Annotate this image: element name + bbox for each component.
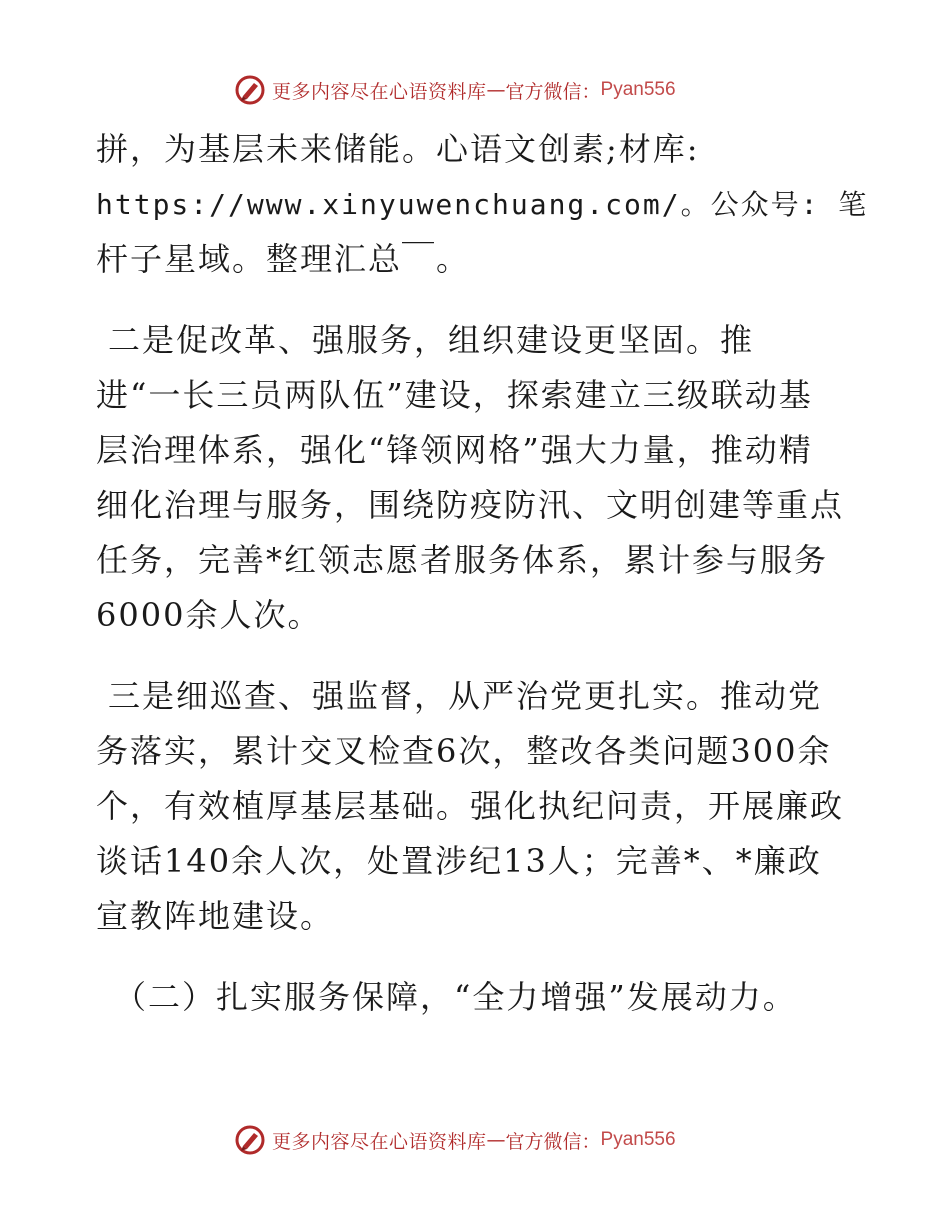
section-heading: （二）扎实服务保障，“全力增强”发展动力。 bbox=[114, 978, 797, 1016]
text-line: 进“一长三员两队伍”建设，探索建立三级联动基 bbox=[96, 376, 813, 414]
banner-dash: — bbox=[486, 1129, 506, 1151]
text-line: 任务，完善*红领志愿者服务体系，累计参与服务 bbox=[96, 541, 829, 579]
text-line: 细化治理与服务，围绕防疫防汛、文明创建等重点 bbox=[96, 486, 845, 524]
banner-wechat-id: Pyan556 bbox=[600, 1129, 676, 1150]
document-body bbox=[96, 122, 869, 1025]
banner-wechat-id: Pyan556 bbox=[600, 79, 676, 100]
banner-inner bbox=[234, 1122, 676, 1158]
text-line: 6000余人次。 bbox=[96, 596, 322, 634]
text-line: 个，有效植厚基层基础。强化执纪问责，开展廉政 bbox=[96, 787, 845, 825]
text-line: 杆子星域。整理汇总￣。 bbox=[96, 240, 471, 278]
text-line: 宣教阵地建设。 bbox=[96, 897, 335, 935]
paragraph-3 bbox=[96, 669, 856, 944]
banner-inner bbox=[234, 72, 676, 108]
paragraph-gap bbox=[96, 287, 856, 313]
text-line: 层治理体系，强化“锋领网格”强大力量，推动精 bbox=[96, 431, 813, 469]
header-banner bbox=[0, 70, 950, 110]
url-text: https://www.xinyuwenchuang.com/。公众号: 笔 bbox=[96, 188, 869, 221]
banner-wechat-label: 官方微信： bbox=[505, 80, 601, 103]
text-line: 拼，为基层未来储能。心语文创素;材库: bbox=[96, 130, 700, 168]
paragraph-2 bbox=[96, 313, 856, 643]
pen-logo-icon bbox=[234, 1124, 266, 1156]
paragraph-gap bbox=[96, 944, 856, 970]
paragraph-1 bbox=[96, 122, 869, 287]
paragraph-4 bbox=[96, 970, 856, 1025]
text-line: 谈话140余人次，处置涉纪13人；完善*、*廉政 bbox=[96, 842, 822, 880]
text-line: 三是细巡查、强监督，从严治党更扎实。推动党 bbox=[108, 677, 823, 715]
banner-dash: — bbox=[486, 79, 506, 101]
pen-logo-icon bbox=[234, 74, 266, 106]
text-line: 务落实，累计交叉检查6次，整改各类问题300余 bbox=[96, 732, 832, 770]
footer-banner bbox=[0, 1120, 950, 1160]
paragraph-gap bbox=[96, 643, 856, 669]
banner-wechat-label: 官方微信： bbox=[505, 1130, 601, 1153]
url-line bbox=[96, 177, 869, 232]
banner-main-text: 更多内容尽在心语资料库 bbox=[272, 80, 487, 103]
text-line: 二是促改革、强服务，组织建设更坚固。推 bbox=[108, 321, 755, 359]
banner-main-text: 更多内容尽在心语资料库 bbox=[272, 1130, 487, 1153]
